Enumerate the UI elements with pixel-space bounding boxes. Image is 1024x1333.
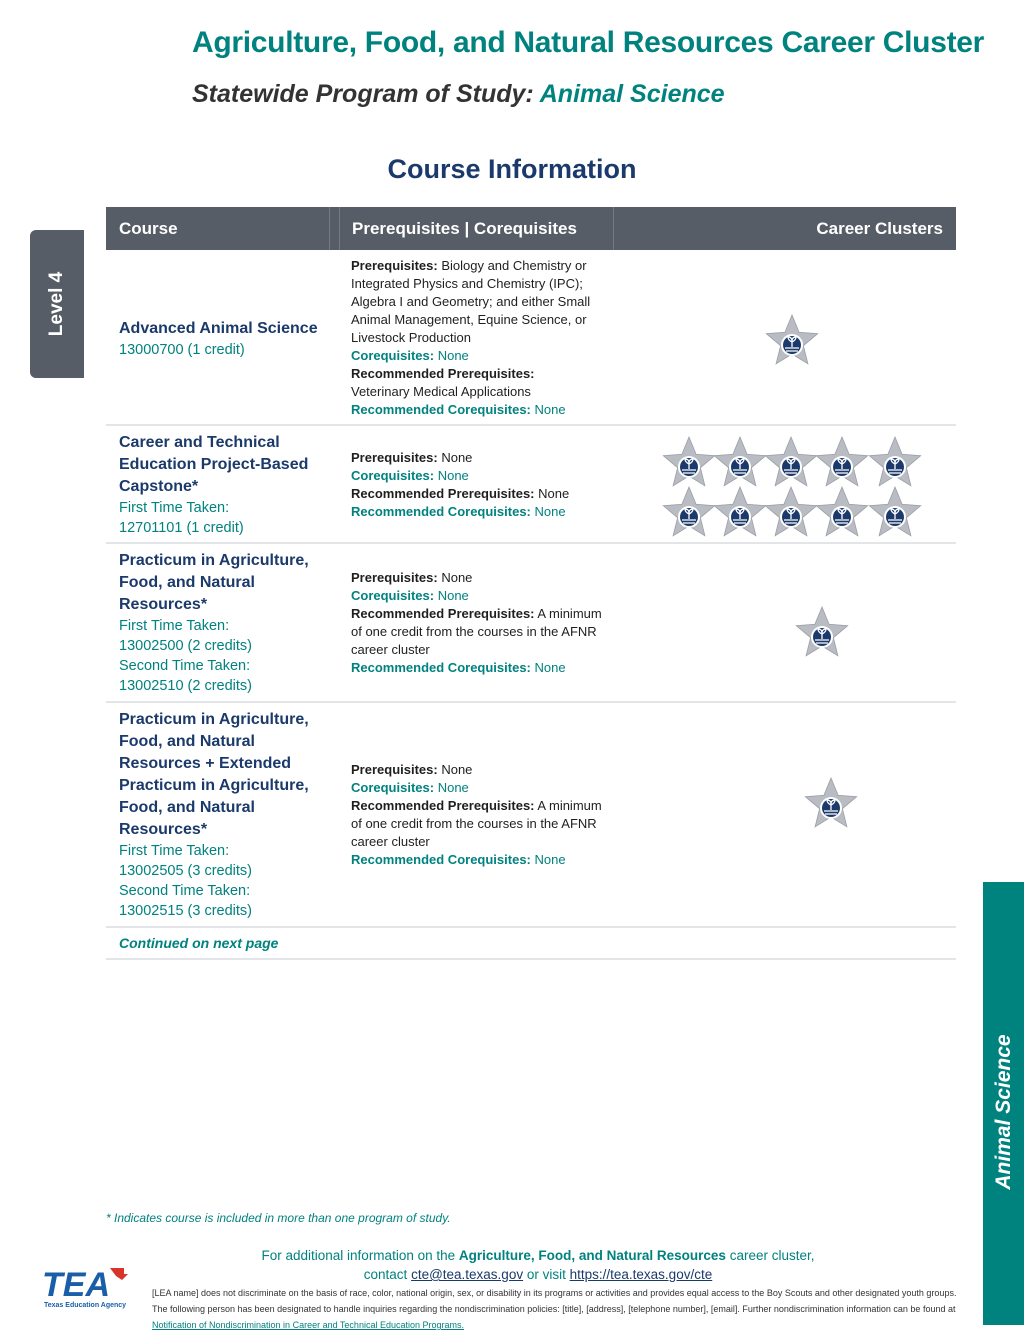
agriculture-cluster-icon bbox=[803, 775, 859, 831]
side-tab-label: Animal Science bbox=[991, 1034, 1015, 1190]
tea-logo-subtext: Texas Education Agency bbox=[44, 1302, 127, 1309]
program-name: Animal Science bbox=[539, 80, 725, 108]
section-heading: Course Information bbox=[387, 154, 637, 184]
continued-note: Continued on next page bbox=[119, 935, 279, 951]
contact-line: contact cte@tea.texas.gov or visit https://tea.texas.gov/cte bbox=[363, 1267, 713, 1282]
course-name: Advanced Animal Science bbox=[119, 320, 318, 337]
course-cell bbox=[119, 318, 324, 360]
manufacturing-cluster-icon bbox=[661, 484, 717, 540]
course-number: 13002510 (2 credits) bbox=[119, 678, 252, 694]
course-cell bbox=[119, 709, 324, 921]
table-row bbox=[106, 703, 956, 928]
program-side-tab bbox=[983, 882, 1024, 1325]
prereq-cell: Prerequisites: None Corequisites: None Recommended Prerequisites: A minimum of one credit from the courses in the AFNR career cluster Recommended Corequisites: None bbox=[351, 570, 602, 675]
agriculture-cluster-icon bbox=[661, 434, 717, 490]
course-name: Practicum in Agriculture, Food, and Natural Resources + Extended Practicum in Agriculture, Food, and Natural Resources* bbox=[119, 711, 309, 838]
health-science-cluster-icon bbox=[712, 484, 768, 540]
human-services-cluster-icon bbox=[763, 484, 819, 540]
email-link[interactable]: cte@tea.texas.gov bbox=[411, 1267, 524, 1282]
course-number: 13002515 (3 credits) bbox=[119, 903, 252, 919]
course-cell bbox=[119, 550, 324, 696]
course-number: 13002500 (2 credits) bbox=[119, 638, 252, 654]
table-header bbox=[106, 207, 956, 250]
header-cell-prereq: Prerequisites | Corequisites bbox=[339, 207, 614, 250]
course-cell bbox=[119, 432, 324, 538]
prereq-cell: Prerequisites: Biology and Chemistry or Integrated Physics and Chemistry (IPC); Algebra I and Geometry; and either Small Animal Management, Equine Science, or Livestock Production Corequisites: None Recommended Prerequisites: Veterinary Medical Applications Recommended Corequisites: None bbox=[351, 258, 591, 417]
information-technology-cluster-icon bbox=[814, 484, 870, 540]
table-row bbox=[106, 426, 956, 544]
course-number: 13002505 (3 credits) bbox=[119, 863, 252, 879]
texas-shape-icon bbox=[110, 1268, 128, 1280]
agriculture-cluster-icon bbox=[764, 312, 820, 368]
architecture-cluster-icon bbox=[712, 434, 768, 490]
subtitle-prefix: Statewide Program of Study: bbox=[192, 80, 534, 108]
program-subtitle bbox=[192, 80, 725, 109]
course-info-line: First Time Taken: bbox=[119, 500, 230, 516]
header-cell-course: Course bbox=[106, 207, 330, 250]
course-info-line: First Time Taken: bbox=[119, 843, 230, 859]
website-link[interactable]: https://tea.texas.gov/cte bbox=[569, 1267, 713, 1282]
energy-cluster-icon bbox=[867, 434, 923, 490]
course-info-line: First Time Taken: bbox=[119, 618, 230, 634]
prereq-cell: Prerequisites: None Corequisites: None Recommended Prerequisites: A minimum of one credit from the courses in the AFNR career cluster Recommended Corequisites: None bbox=[351, 762, 602, 867]
agriculture-cluster-icon bbox=[794, 604, 850, 660]
course-info-line: Second Time Taken: bbox=[119, 883, 251, 899]
course-name: Practicum in Agriculture, Food, and Natural Resources* bbox=[119, 552, 309, 613]
nondiscrimination-disclaimer: [LEA name] does not discriminate on the basis of race, color, national origin, sex, or disability in its programs or activities and provides equal access to the Boy Scouts and other designated youth groups. The following person has been designated to handle inquiries regarding the nondiscrimination policies: [title], [address], [telephone number], [email]. Further nondiscrimination information can be found at Notification of Nondiscrimination in Career and Technical Education Programs. bbox=[152, 1288, 957, 1330]
table-row bbox=[106, 250, 956, 426]
level-tab bbox=[30, 230, 84, 378]
tea-logo-text: TEA bbox=[42, 1266, 110, 1304]
footnote: * Indicates course is included in more than one program of study. bbox=[106, 1211, 451, 1225]
education-cluster-icon bbox=[814, 434, 870, 490]
course-number: 12701101 (1 credit) bbox=[119, 520, 244, 536]
course-info-line: Second Time Taken: bbox=[119, 658, 251, 674]
course-number: 13000700 (1 credit) bbox=[119, 342, 245, 358]
law-public-safety-cluster-icon bbox=[867, 484, 923, 540]
additional-info: For additional information on the Agriculture, Food, and Natural Resources career cluster, bbox=[261, 1248, 815, 1263]
nondiscrimination-link[interactable]: Notification of Nondiscrimination in Career and Technical Education Programs. bbox=[152, 1320, 464, 1330]
business-cluster-icon bbox=[763, 434, 819, 490]
prereq-cell: Prerequisites: None Corequisites: None Recommended Prerequisites: None Recommended Corequisites: None bbox=[351, 450, 570, 519]
header-cell-clusters: Career Clusters bbox=[816, 219, 943, 238]
level-label: Level 4 bbox=[46, 271, 67, 337]
tea-logo bbox=[40, 1264, 132, 1310]
course-name: Career and Technical Education Project-Based Capstone* bbox=[119, 434, 309, 495]
table-row bbox=[106, 544, 956, 703]
cluster-title: Agriculture, Food, and Natural Resources Career Cluster bbox=[192, 26, 985, 59]
